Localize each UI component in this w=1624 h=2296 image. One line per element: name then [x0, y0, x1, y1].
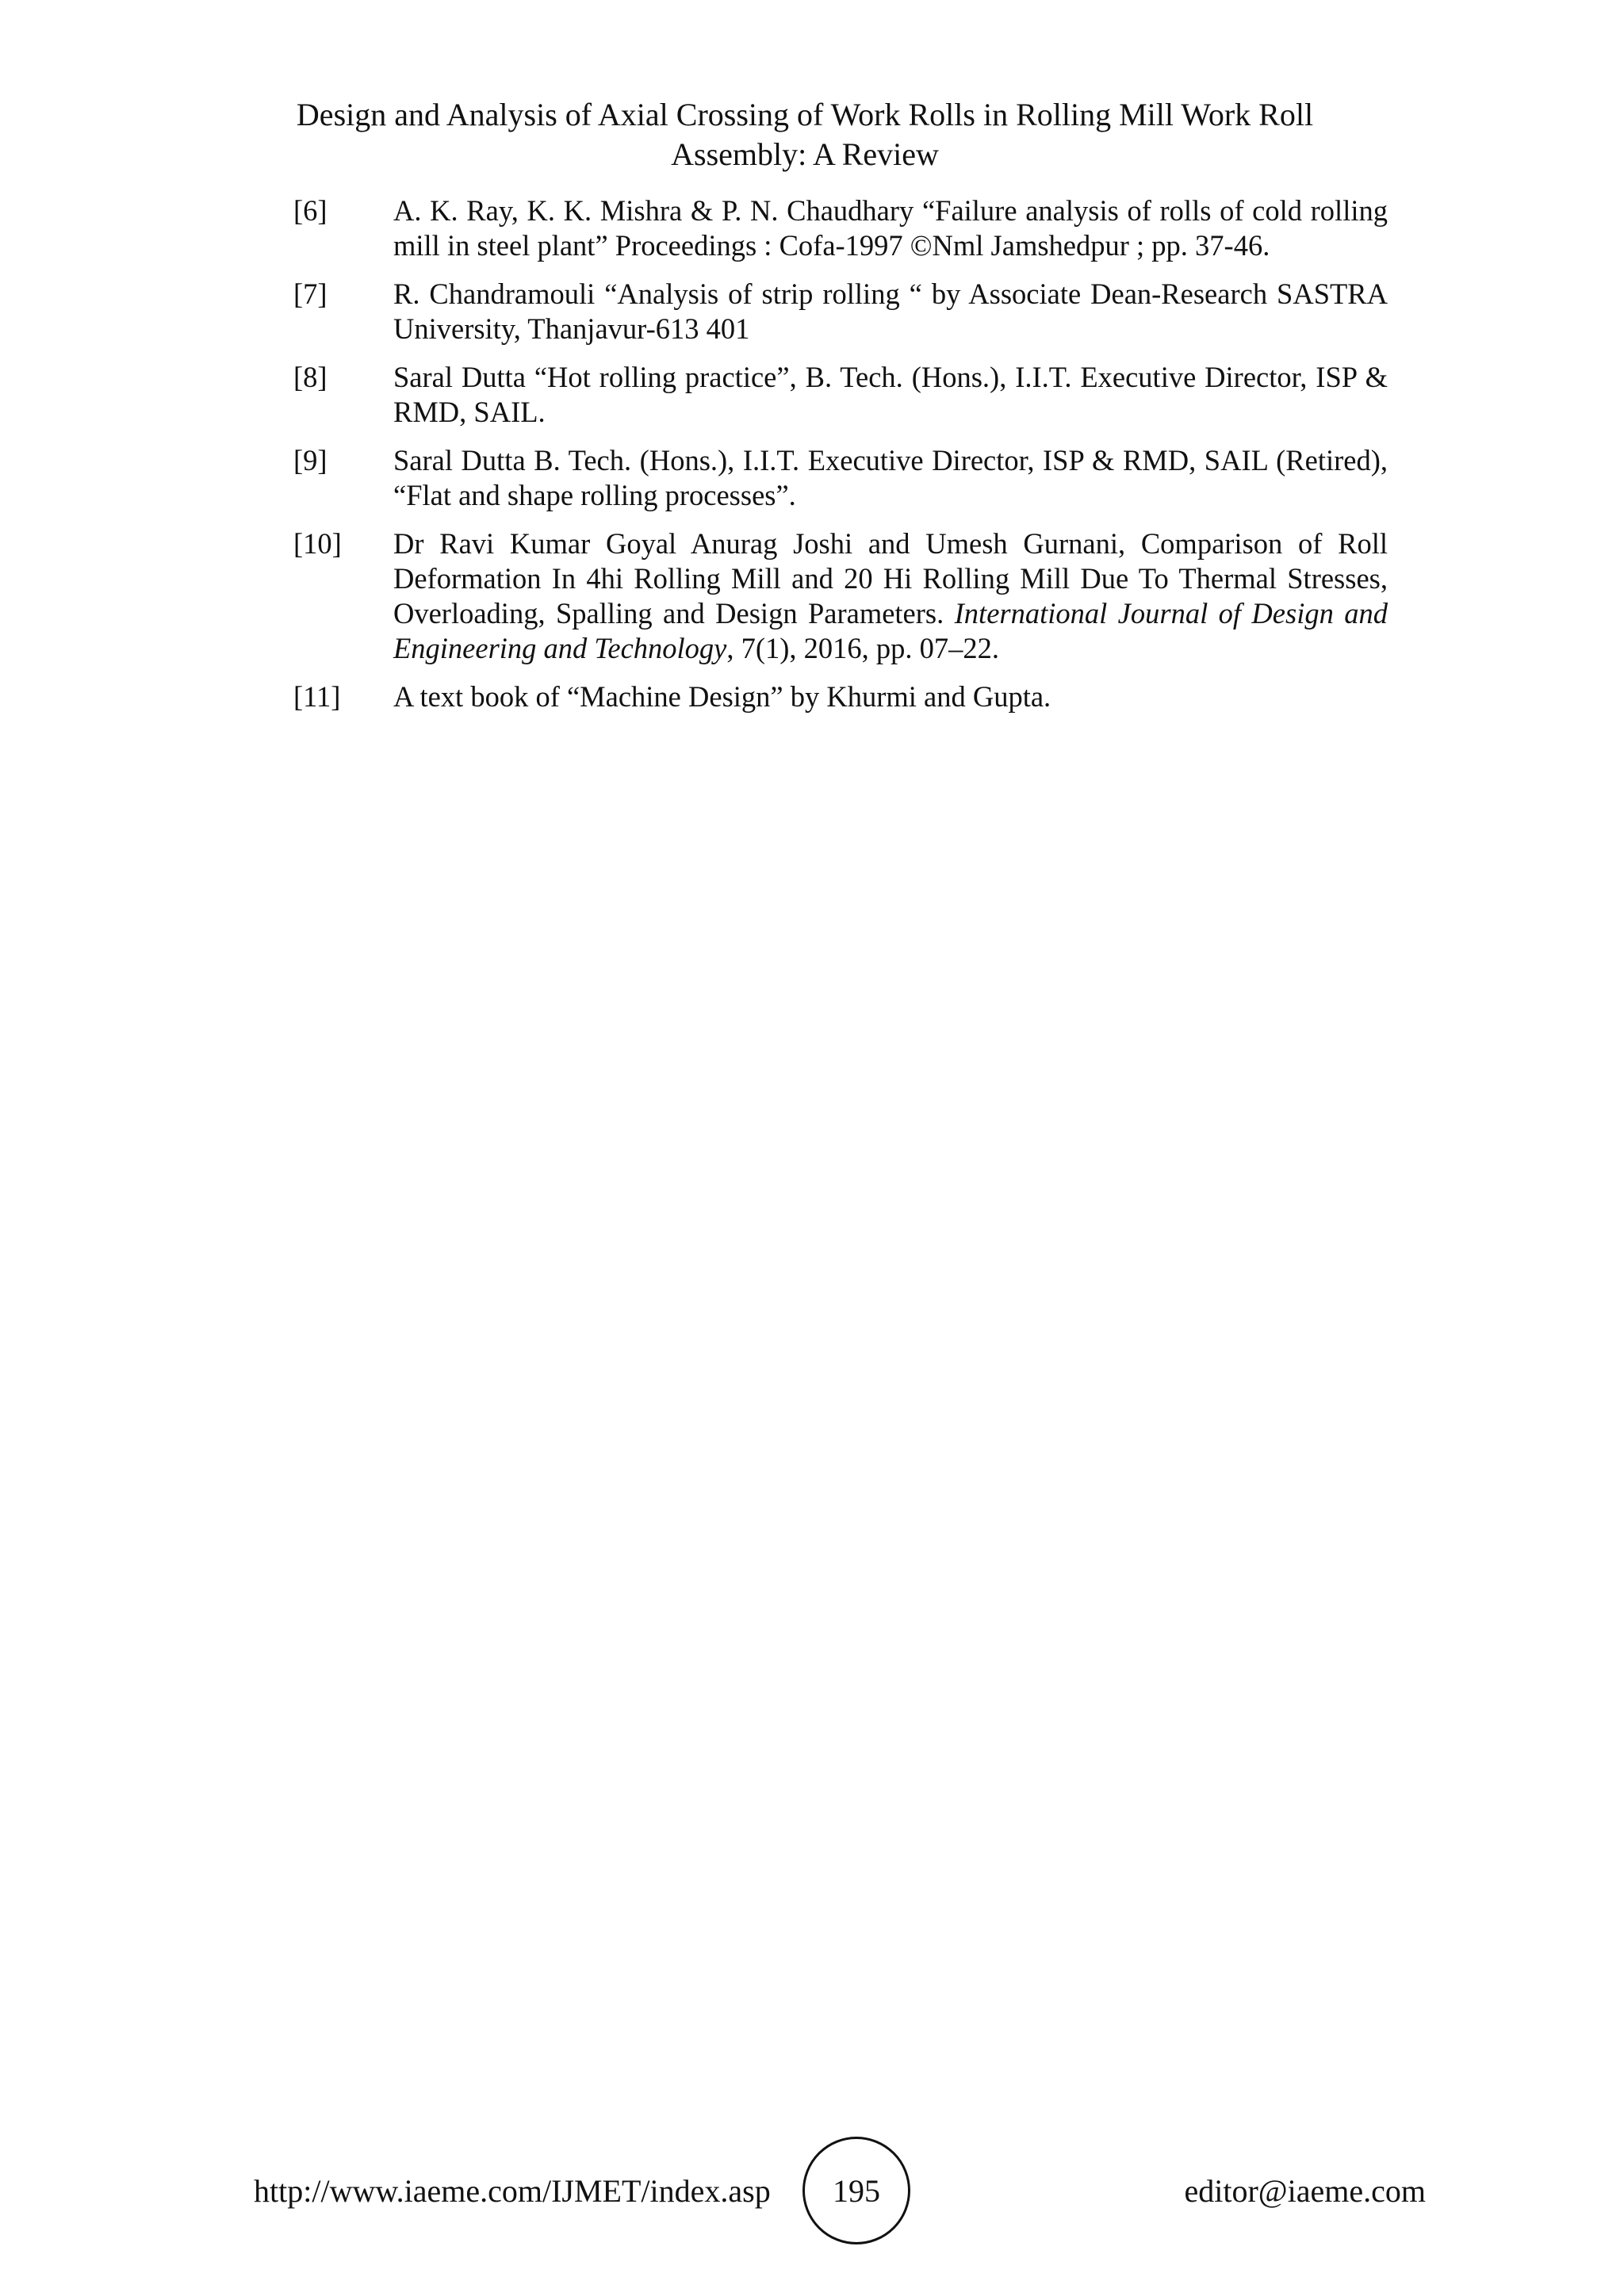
reference-number: [7]	[293, 277, 327, 310]
reference-text-body: Dr Ravi Kumar Goyal Anurag Joshi and Umesh Gurnani, Comparison of Roll Deformation In 4hi Rolling Mill and 20 Hi Rolling Mill Due To Thermal Stresses, Overloading, Spalling and Design Parameters.	[393, 527, 1388, 629]
reference-list	[293, 193, 1388, 728]
reference-text: A. K. Ray, K. K. Mishra & P. N. Chaudhary “Failure analysis of rolls of cold rolling mill in steel plant” Proceedings : Cofa-1997 ©Nml Jamshedpur ; pp. 37-46.	[393, 194, 1388, 262]
reference-text: R. Chandramouli “Analysis of strip rolling “ by Associate Dean-Research SASTRA University, Thanjavur-613 401	[393, 277, 1388, 345]
reference-item-11	[293, 679, 1388, 714]
reference-number: [11]	[293, 680, 341, 713]
reference-item-10	[293, 526, 1388, 666]
reference-item-7	[293, 277, 1388, 346]
reference-text-tail: , 7(1), 2016, pp. 07–22.	[726, 632, 1000, 664]
reference-text	[393, 526, 1388, 666]
journal-title: International Journal of Design and Engineering and Technology	[393, 597, 1388, 664]
reference-item-9	[293, 443, 1388, 513]
reference-text: Saral Dutta “Hot rolling practice”, B. Tech. (Hons.), I.I.T. Executive Director, ISP & RMD, SAIL.	[393, 361, 1388, 428]
reference-text: A text book of “Machine Design” by Khurmi and Gupta.	[393, 680, 1051, 713]
reference-number: [6]	[293, 194, 327, 227]
page-number: 195	[833, 2172, 880, 2209]
reference-number: [10]	[293, 527, 342, 560]
header-title-line-2: Assembly: A Review	[671, 136, 939, 172]
header-title-line-1: Design and Analysis of Axial Crossing of Work Rolls in Rolling Mill Work Roll	[296, 97, 1314, 132]
footer-url-link[interactable]: http://www.iaeme.com/IJMET/index.asp	[254, 2173, 771, 2209]
reference-item-8	[293, 360, 1388, 430]
page-number-badge	[802, 2137, 910, 2244]
footer-email-link[interactable]: editor@iaeme.com	[1184, 2173, 1426, 2209]
running-header	[262, 95, 1348, 174]
reference-item-6	[293, 193, 1388, 263]
reference-number: [9]	[293, 444, 327, 476]
reference-number: [8]	[293, 361, 327, 393]
reference-text: Saral Dutta B. Tech. (Hons.), I.I.T. Executive Director, ISP & RMD, SAIL (Retired), “Flat and shape rolling processes”.	[393, 444, 1388, 511]
